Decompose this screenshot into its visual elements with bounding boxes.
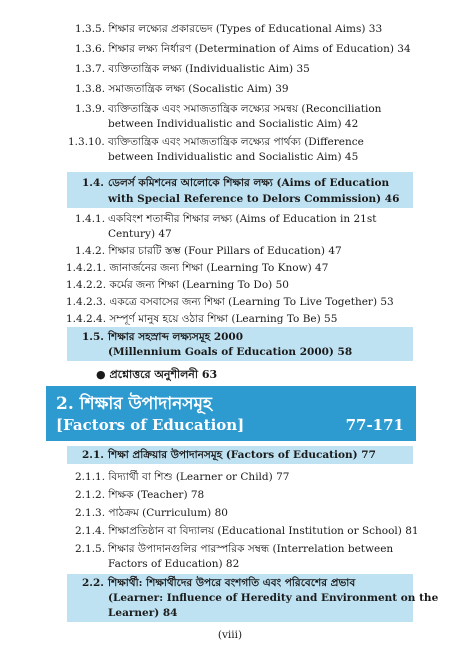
toc-entry: 1.4.2.1. জানার্জনের জন্য শিক্ষা (Learning To Know) 47	[66, 262, 329, 274]
toc-entry-num: 1.3.10.	[68, 136, 105, 148]
section-num: 1.5.	[82, 331, 104, 343]
toc-entry-line: ব্যক্তিতান্ত্রিক এবং সমাজতান্ত্রিক লক্ষ্যের সমন্বয় (Reconciliation	[108, 103, 382, 115]
toc-entry-line: শিক্ষার উপাদানগুলির পারস্পরিক সম্বন্ধ (Interrelation between	[108, 543, 394, 555]
section-title: শিক্ষা প্রক্রিয়ার উপাদানসমূহ (Factors of Education) 77	[108, 449, 376, 461]
toc-entry: 2.1.2. শিক্ষক (Teacher) 78	[75, 489, 205, 501]
toc-entry: 1.4.2.3. একত্রে বসবাসের জন্য শিক্ষা (Learning To Live Together) 53	[66, 296, 394, 308]
toc-entry-line: Factors of Education) 82	[108, 558, 240, 570]
section-title: ডেলর্স কমিশনের আলোকে শিক্ষার লক্ষ্য (Aims of Education	[108, 177, 390, 189]
toc-entry-num: 2.1.5.	[75, 543, 106, 555]
toc-entry: 1.4.2. শিক্ষার চারটি স্তম্ভ (Four Pillars of Education) 47	[75, 245, 342, 257]
toc-entry: 1.4.2.4. সম্পূর্ণ মানুষ হয়ে ওঠার শিক্ষা (Learning To Be) 55	[66, 313, 338, 325]
toc-entry-line: Century) 47	[108, 228, 172, 240]
section-title: শিক্ষার সহস্রাব্দ লক্ষ্যসমূহ 2000	[108, 331, 244, 343]
toc-entry-num: 1.4.1.	[75, 213, 106, 225]
toc-entry: 1.3.8. সমাজতান্ত্রিক লক্ষ্য (Socalistic Aim) 39	[75, 83, 289, 95]
bullet-icon: ●	[96, 368, 106, 381]
toc-entry: 1.4.2.2. কর্মের জন্য শিক্ষা (Learning To Do) 50	[66, 279, 289, 291]
toc-entry-line: between Individualistic and Socialistic Aim) 45	[108, 151, 359, 163]
chapter-title-en: [Factors of Education]	[56, 416, 245, 434]
toc-entry-num: 1.3.9.	[75, 103, 106, 115]
section-title: (Learner: Influence of Heredity and Environment on the	[108, 592, 439, 604]
toc-entry: 2.1.4. শিক্ষাপ্রতিষ্ঠান বা বিদ্যালয় (Educational Institution or School) 81	[75, 525, 419, 537]
exercise-bullet	[96, 366, 217, 385]
toc-entry-line: ব্যক্তিতান্ত্রিক এবং সমাজতান্ত্রিক লক্ষ্যের পার্থক্য (Difference	[108, 136, 364, 148]
toc-entry: 2.1.3. পাঠক্রম (Curriculum) 80	[75, 507, 228, 519]
chapter-banner	[46, 386, 416, 441]
page-number: (viii)	[217, 629, 243, 641]
toc-entry: 1.3.6. শিক্ষার লক্ষ্য নির্ধারণ (Determination of Aims of Education) 34	[75, 43, 411, 55]
section-num: 2.2.	[82, 577, 104, 589]
section-num: 2.1.	[82, 449, 104, 461]
toc-entry: 2.1.1. বিদ্যার্থী বা শিশু (Learner or Child) 77	[75, 471, 290, 483]
section-title: (Millennium Goals of Education 2000) 58	[108, 346, 353, 358]
exercise-title: প্রশ্নোত্তরে অনুশীলনী 63	[109, 368, 218, 381]
toc-entry-line: একবিংশ শতাব্দীর শিক্ষার লক্ষ্য (Aims of Education in 21st	[108, 213, 377, 225]
toc-entry: 1.3.7. ব্যক্তিতান্ত্রিক লক্ষ্য (Individualistic Aim) 35	[75, 63, 310, 75]
toc-entry-line: between Individualistic and Socialistic Aim) 42	[108, 118, 359, 130]
toc-entry: 1.3.5. শিক্ষার লক্ষ্যের প্রকারভেদ (Types of Educational Aims) 33	[75, 23, 383, 35]
section-title: শিক্ষার্থী: শিক্ষার্থীদের উপরে বংশগতি এবং পরিবেশের প্রভাব	[108, 577, 356, 589]
section-title: with Special Reference to Delors Commission) 46	[108, 193, 400, 205]
section-num: 1.4.	[82, 177, 104, 189]
section-title: Learner) 84	[108, 607, 178, 619]
chapter-title-bn: 2. শিক্ষার উপাদানসমূহ	[56, 394, 212, 414]
chapter-pages: 77-171	[345, 416, 404, 434]
